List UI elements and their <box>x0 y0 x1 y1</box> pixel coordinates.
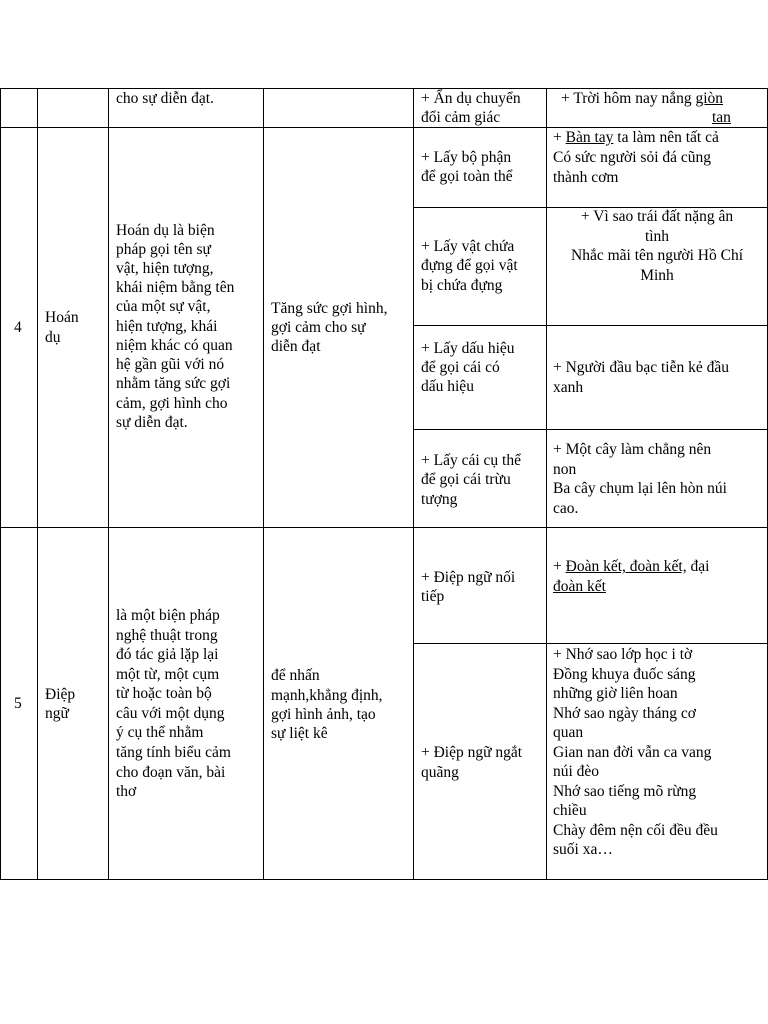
grid-line <box>0 879 768 880</box>
term-name: Điệp <box>45 686 76 703</box>
example-text: + Trời hôm nay nắng giòn <box>561 90 724 107</box>
type-text: + Ẩn dụ chuyển <box>421 90 521 107</box>
example-text: tan <box>712 109 731 126</box>
grid-line <box>0 527 768 528</box>
grid-line <box>413 643 768 644</box>
term-name: dụ <box>45 329 61 346</box>
grid-line <box>0 88 1 880</box>
term-name: ngữ <box>45 705 69 722</box>
grid-line <box>413 325 768 326</box>
row-number: 5 <box>14 695 22 712</box>
term-name: Hoán <box>45 309 79 326</box>
grid-line <box>263 88 264 880</box>
type-text: đổi cảm giác <box>421 109 501 126</box>
grid-line <box>413 429 768 430</box>
grid-line <box>108 88 109 880</box>
row-number: 4 <box>14 319 22 336</box>
grid-line <box>37 88 38 880</box>
effect-text: cho sự diễn đạt. <box>116 90 214 107</box>
grid-line <box>413 88 414 880</box>
